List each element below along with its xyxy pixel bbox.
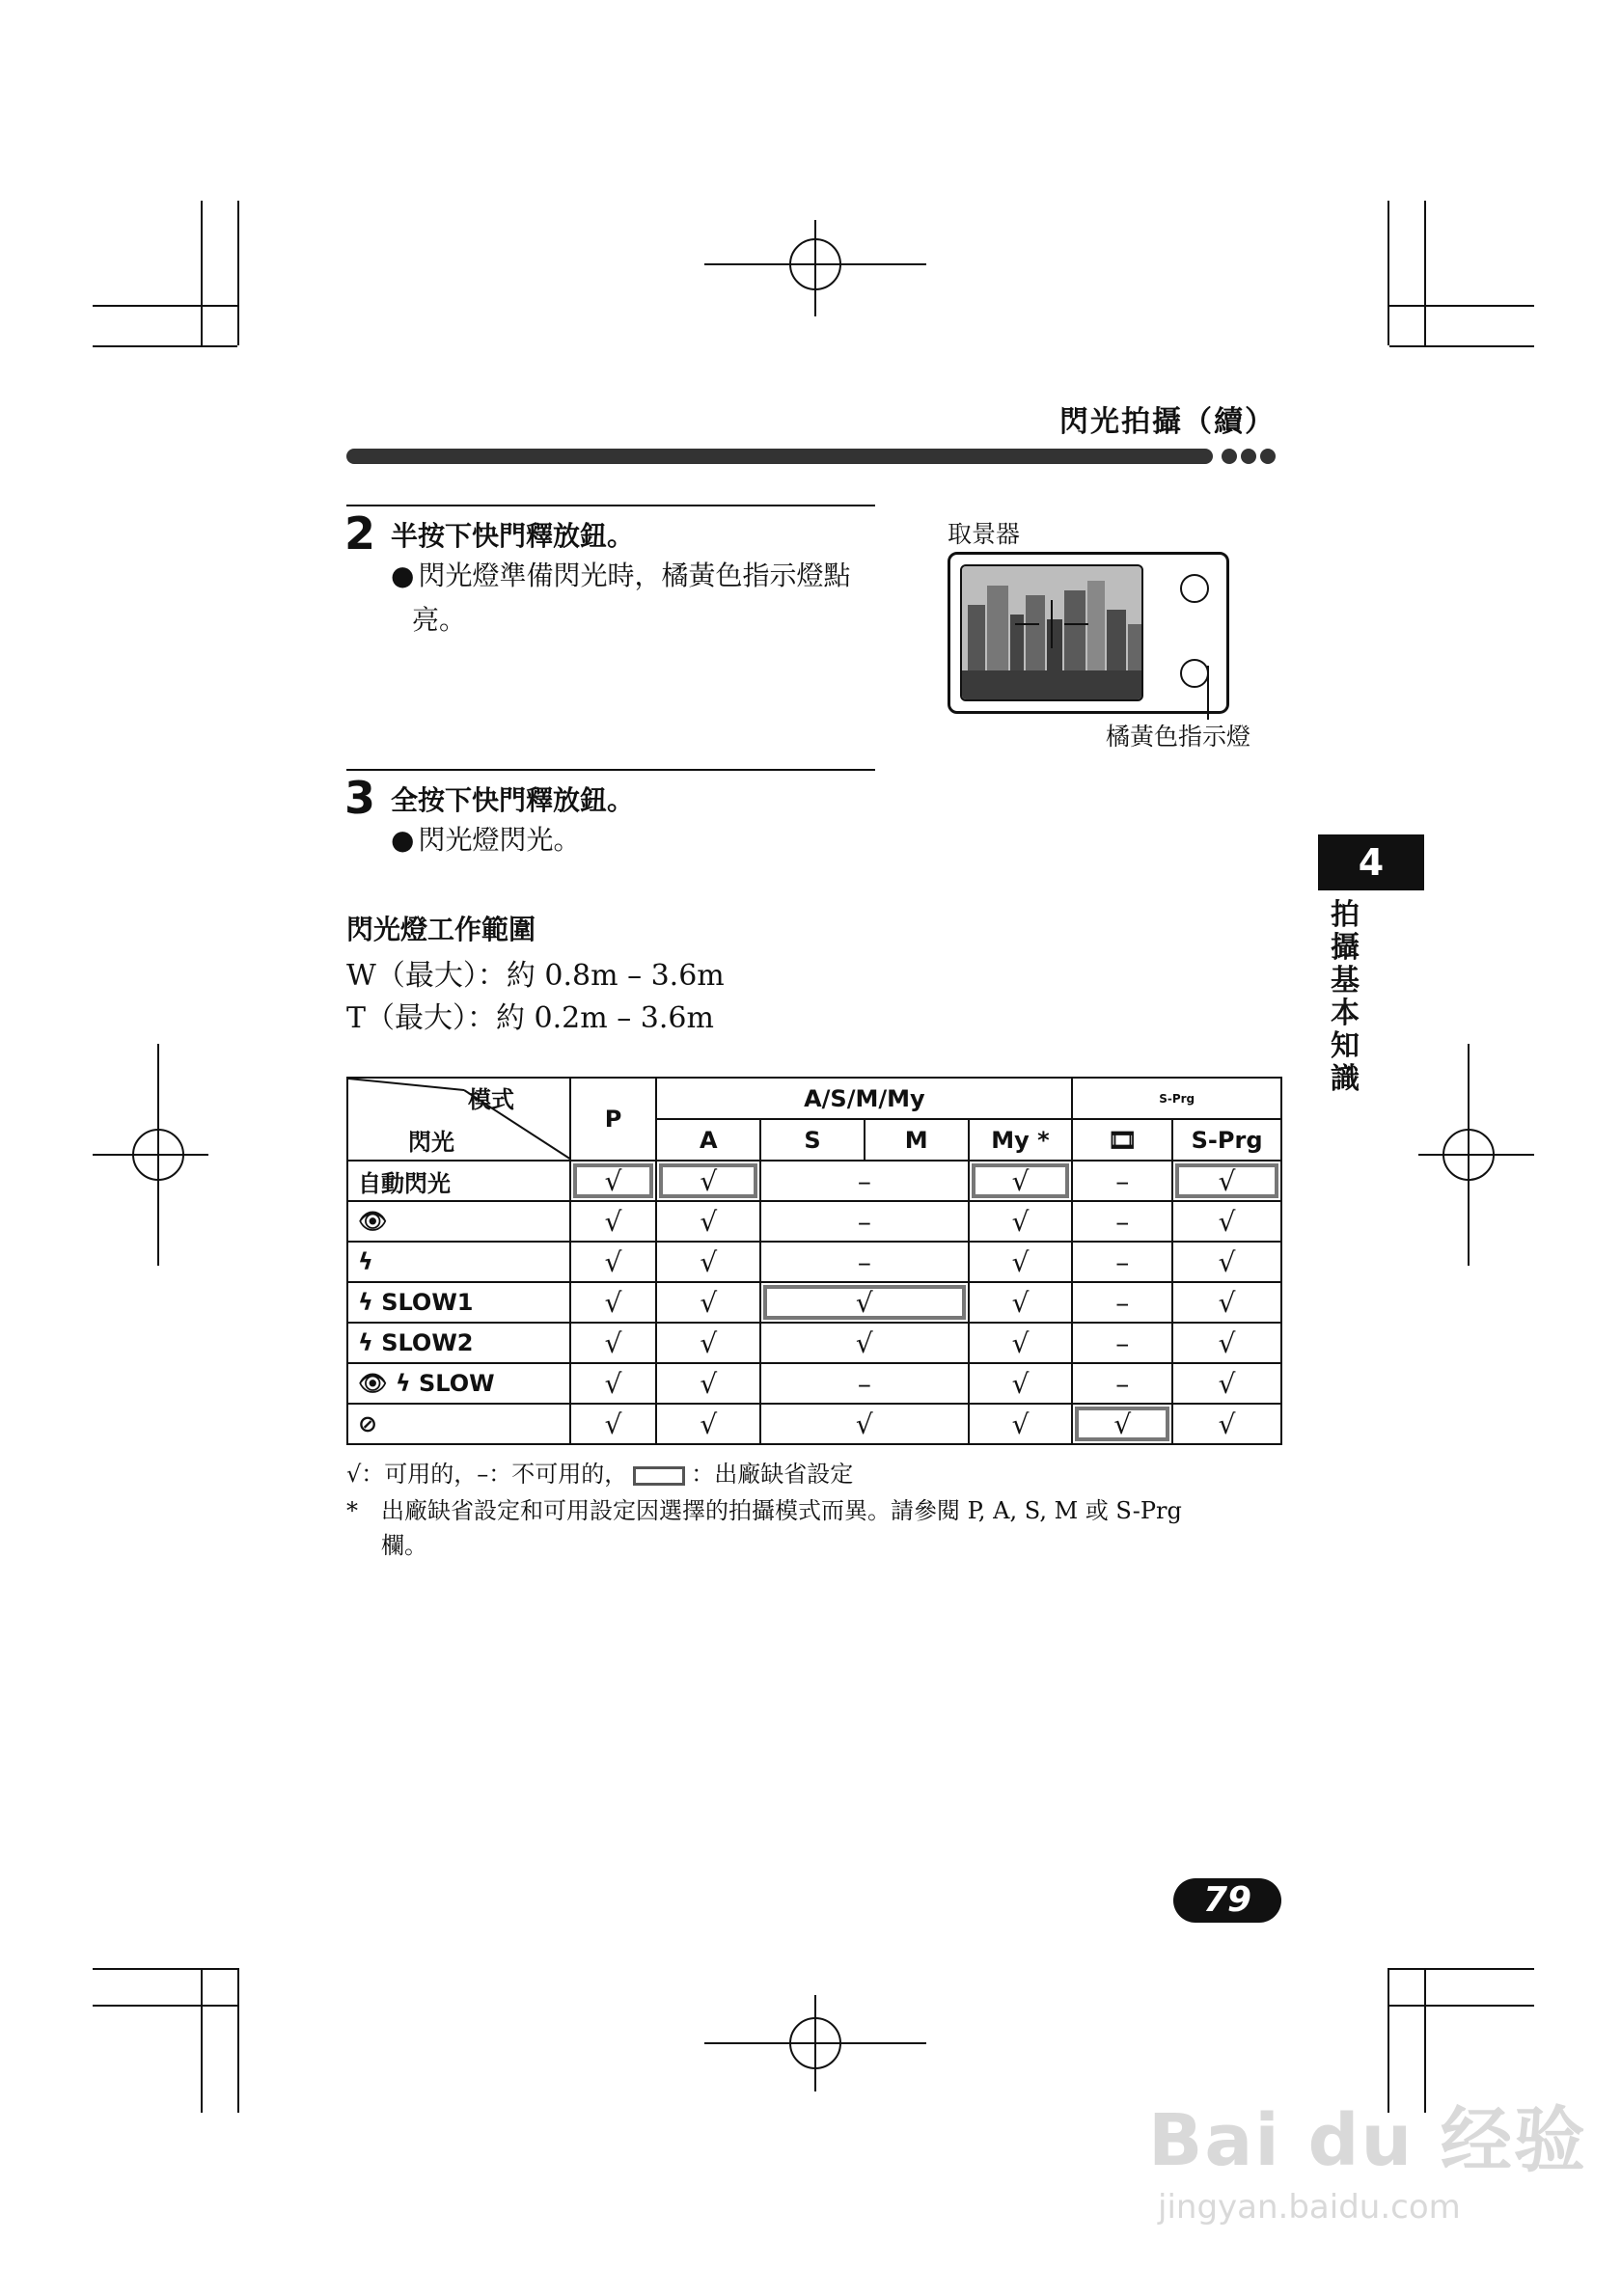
col-header-sprg: S-Prg <box>1172 1119 1281 1161</box>
watermark-url: jingyan.baidu.com <box>1158 2188 1461 2227</box>
step-divider <box>346 505 875 506</box>
group-header-scene-icon: S-Prg <box>1072 1078 1281 1119</box>
step-heading: 全按下快門釋放鈕。 <box>391 784 635 816</box>
table-cell: – <box>760 1242 968 1282</box>
col-header-movie: 🎞 <box>1072 1119 1172 1161</box>
range-tele: T（最大）：約 0.2m – 3.6m <box>346 1001 714 1035</box>
legend-text: ：出廠缺省設定 <box>691 1461 854 1488</box>
range-heading: 閃光燈工作範圍 <box>346 914 536 945</box>
table-cell: √ <box>969 1323 1073 1363</box>
city-skyline-image <box>962 566 1141 699</box>
table-row <box>347 1161 1281 1201</box>
step-bullet <box>391 554 850 642</box>
title-dot <box>1260 449 1276 464</box>
table-cell: √ <box>760 1404 968 1444</box>
footnote-line: * 出廠缺省設定和可用設定因選擇的拍攝模式而異。請參閱 P, A, S, M 或 S-Prg <box>346 1497 1182 1524</box>
bullet-text: 閃光燈準備閃光時，橘黃色指示燈點 <box>418 560 851 591</box>
table-cell: √ <box>1172 1161 1281 1201</box>
row-label: 自動閃光 <box>347 1161 570 1201</box>
table-cell: √ <box>570 1201 657 1242</box>
viewfinder-diagram <box>948 552 1229 714</box>
watermark-logo: Bai du 经验 <box>1148 2099 1587 2182</box>
table-cell: √ <box>969 1242 1073 1282</box>
registration-mark-left <box>93 1044 208 1266</box>
green-lamp-icon <box>1180 574 1209 603</box>
table-row <box>347 1201 1281 1242</box>
table-corner-cell <box>347 1078 570 1161</box>
table-cell: √ <box>1172 1404 1281 1444</box>
section-title: 閃光拍攝（續） <box>1059 405 1276 439</box>
step-heading: 半按下快門釋放鈕。 <box>391 520 635 552</box>
table-cell: – <box>1072 1363 1172 1404</box>
group-header-asm: A/S/M/My <box>656 1078 1072 1119</box>
chapter-tab: 4 <box>1318 834 1424 890</box>
legend-text: √：可用的，–：不可用的， <box>346 1461 628 1488</box>
page-number: 79 <box>1173 1878 1281 1923</box>
table-cell: √ <box>656 1242 760 1282</box>
table-row <box>347 1282 1281 1323</box>
col-header-my: My * <box>969 1119 1073 1161</box>
default-setting-box-icon <box>633 1466 685 1486</box>
table-cell: √ <box>656 1161 760 1201</box>
indicator-callout: 橘黃色指示燈 <box>1106 723 1251 751</box>
table-cell: √ <box>1172 1242 1281 1282</box>
table-cell: – <box>1072 1323 1172 1363</box>
table-cell: √ <box>570 1282 657 1323</box>
table-cell: √ <box>656 1323 760 1363</box>
table-cell: √ <box>656 1282 760 1323</box>
table-cell: √ <box>570 1161 657 1201</box>
chapter-title-char: 本 <box>1331 997 1360 1030</box>
step-divider <box>346 769 875 771</box>
flash-off-icon: ⊘ <box>347 1404 570 1444</box>
table-cell: – <box>760 1363 968 1404</box>
row-label: 👁 ϟ SLOW <box>347 1363 570 1404</box>
footnote-line: 欄。 <box>381 1532 427 1559</box>
row-label: ϟ SLOW2 <box>347 1323 570 1363</box>
row-label: ϟ SLOW1 <box>347 1282 570 1323</box>
footnote <box>346 1493 1273 1563</box>
step-number: 2 <box>344 507 376 560</box>
red-eye-icon: 👁 <box>347 1201 570 1242</box>
table-cell: √ <box>1072 1404 1172 1444</box>
table-cell: √ <box>656 1363 760 1404</box>
col-header-m: M <box>865 1119 969 1161</box>
chapter-title-char: 攝 <box>1331 931 1360 965</box>
table-row <box>347 1242 1281 1282</box>
table-row <box>347 1363 1281 1404</box>
flash-mode-table <box>346 1077 1282 1445</box>
chapter-title-char: 基 <box>1331 964 1360 998</box>
table-cell: √ <box>969 1404 1073 1444</box>
table-cell: √ <box>570 1363 657 1404</box>
chapter-title-char: 拍 <box>1331 898 1360 932</box>
table-cell: √ <box>760 1282 968 1323</box>
table-legend <box>346 1455 853 1489</box>
viewfinder-photo <box>960 564 1143 701</box>
table-cell: √ <box>969 1201 1073 1242</box>
step-bullet <box>391 818 580 862</box>
chapter-title <box>1326 899 1364 1096</box>
table-row <box>347 1323 1281 1363</box>
bullet-icon: ● <box>391 824 415 856</box>
title-bar <box>346 449 1213 464</box>
table-cell: √ <box>656 1201 760 1242</box>
col-header-p: P <box>570 1078 657 1161</box>
table-cell: – <box>760 1161 968 1201</box>
table-cell: √ <box>570 1242 657 1282</box>
table-cell: √ <box>969 1282 1073 1323</box>
bullet-text: 亮。 <box>412 604 467 636</box>
col-header-s: S <box>760 1119 865 1161</box>
table-cell: – <box>760 1201 968 1242</box>
corner-top-label: 模式 <box>468 1086 514 1113</box>
bullet-icon: ● <box>391 560 415 591</box>
orange-lamp-icon <box>1180 659 1209 688</box>
flash-icon: ϟ <box>347 1242 570 1282</box>
range-wide: W（最大）：約 0.8m – 3.6m <box>346 959 725 993</box>
callout-line <box>1207 666 1209 720</box>
table-row <box>347 1404 1281 1444</box>
table-cell: – <box>1072 1282 1172 1323</box>
registration-mark-top <box>704 220 926 316</box>
table-cell: √ <box>656 1404 760 1444</box>
table-cell: √ <box>570 1323 657 1363</box>
table-cell: √ <box>1172 1323 1281 1363</box>
viewfinder-label: 取景器 <box>948 520 1021 548</box>
table-cell: √ <box>969 1363 1073 1404</box>
table-cell: – <box>1072 1161 1172 1201</box>
registration-mark-right <box>1418 1044 1534 1266</box>
table-cell: √ <box>969 1161 1073 1201</box>
step-number: 3 <box>344 772 376 824</box>
table-cell: √ <box>570 1404 657 1444</box>
table-cell: √ <box>760 1323 968 1363</box>
registration-mark-bottom <box>704 1995 926 2091</box>
bullet-text: 閃光燈閃光。 <box>418 824 581 856</box>
table-cell: – <box>1072 1201 1172 1242</box>
corner-diagonal <box>348 1079 571 1160</box>
col-header-a: A <box>656 1119 760 1161</box>
table-cell: √ <box>1172 1201 1281 1242</box>
title-dot <box>1222 449 1237 464</box>
title-dot <box>1241 449 1256 464</box>
chapter-title-char: 識 <box>1331 1062 1360 1096</box>
table-cell: √ <box>1172 1282 1281 1323</box>
table-cell: √ <box>1172 1363 1281 1404</box>
table-cell: – <box>1072 1242 1172 1282</box>
chapter-title-char: 知 <box>1331 1029 1360 1063</box>
corner-bottom-label: 閃光 <box>408 1129 454 1156</box>
